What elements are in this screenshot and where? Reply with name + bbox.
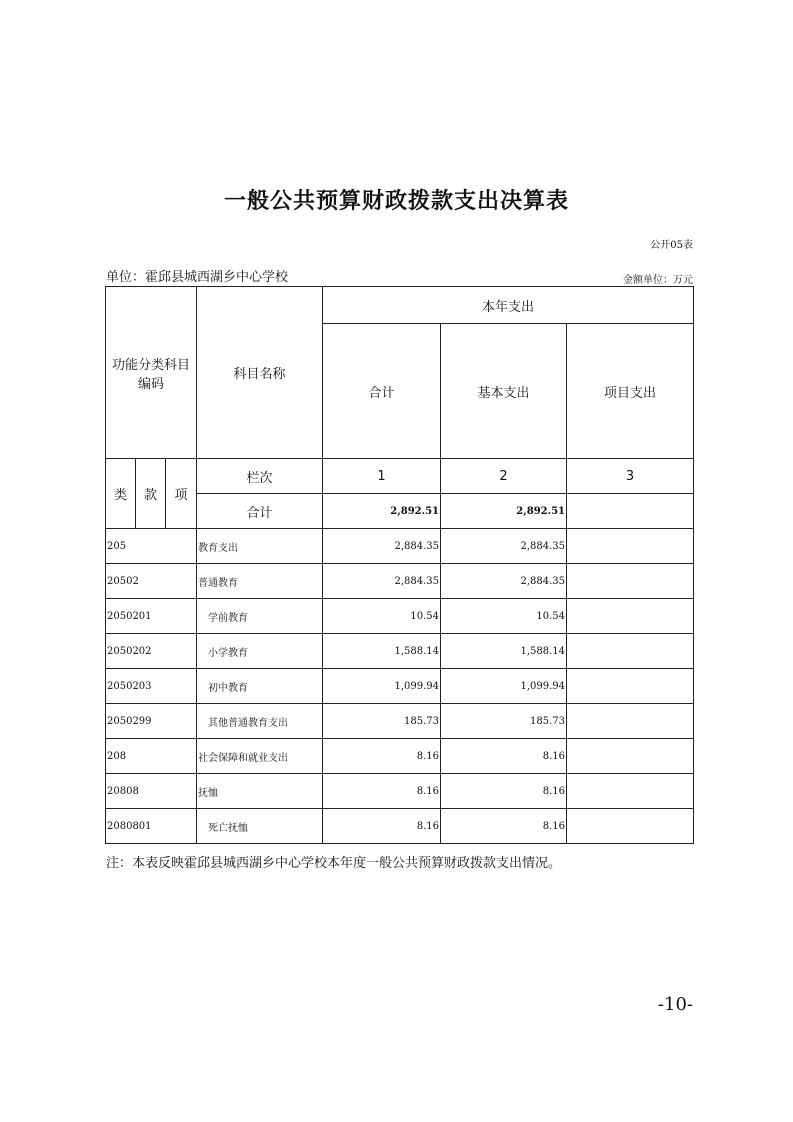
project-header: 项目支出 — [567, 324, 694, 459]
row-subject-name: 死亡抚恤 — [197, 809, 323, 844]
row-code: 20808 — [106, 774, 197, 809]
expenditure-table — [105, 286, 694, 844]
row-basic: 8.16 — [441, 809, 567, 844]
subject-name-header: 科目名称 — [197, 287, 323, 459]
lei-header: 类 — [106, 459, 136, 529]
row-code: 208 — [106, 739, 197, 774]
sum-label: 合计 — [197, 494, 323, 529]
row-project — [567, 704, 694, 739]
table-row — [106, 739, 694, 774]
row-project — [567, 739, 694, 774]
row-basic: 185.73 — [441, 704, 567, 739]
row-code: 205 — [106, 529, 197, 564]
table-row — [106, 669, 694, 704]
table-number: 公开05表 — [650, 240, 693, 251]
row-subject-name: 抚恤 — [197, 774, 323, 809]
row-basic: 1,588.14 — [441, 634, 567, 669]
current-year-header: 本年支出 — [323, 287, 694, 324]
row-project — [567, 809, 694, 844]
table-row — [106, 599, 694, 634]
row-subject-name: 普通教育 — [197, 564, 323, 599]
kuan-header: 款 — [136, 459, 166, 529]
row-total: 8.16 — [323, 809, 441, 844]
row-subject-name: 教育支出 — [197, 529, 323, 564]
table-row — [106, 774, 694, 809]
table-row — [106, 809, 694, 844]
row-code: 2080801 — [106, 809, 197, 844]
row-subject-name: 社会保障和就业支出 — [197, 739, 323, 774]
row-basic: 10.54 — [441, 599, 567, 634]
table-row — [106, 634, 694, 669]
table-row — [106, 564, 694, 599]
row-total: 2,884.35 — [323, 564, 441, 599]
row-project — [567, 669, 694, 704]
col-index-label: 栏次 — [197, 459, 323, 494]
func-code-header: 功能分类科目编码 — [106, 287, 197, 459]
row-code: 2050201 — [106, 599, 197, 634]
table-note: 注：本表反映霍邱县城西湖乡中心学校本年度一般公共预算财政拨款支出情况。 — [106, 856, 562, 871]
row-code: 2050299 — [106, 704, 197, 739]
row-basic: 2,884.35 — [441, 564, 567, 599]
table-row — [106, 704, 694, 739]
row-project — [567, 634, 694, 669]
row-code: 2050203 — [106, 669, 197, 704]
row-code: 20502 — [106, 564, 197, 599]
page-number: -10- — [657, 994, 693, 1015]
row-code: 2050202 — [106, 634, 197, 669]
col1-index: 1 — [323, 459, 441, 494]
sum-project — [567, 494, 694, 529]
sum-basic: 2,892.51 — [441, 494, 567, 529]
row-total: 1,099.94 — [323, 669, 441, 704]
amount-unit: 金额单位：万元 — [623, 275, 693, 286]
sum-total: 2,892.51 — [323, 494, 441, 529]
row-basic: 8.16 — [441, 774, 567, 809]
reporting-unit: 单位：霍邱县城西湖乡中心学校 — [106, 270, 289, 285]
row-subject-name: 学前教育 — [197, 599, 323, 634]
row-project — [567, 564, 694, 599]
row-basic: 8.16 — [441, 739, 567, 774]
table-row — [106, 529, 694, 564]
row-total: 8.16 — [323, 774, 441, 809]
row-project — [567, 774, 694, 809]
row-total: 1,588.14 — [323, 634, 441, 669]
page-title: 一般公共预算财政拨款支出决算表 — [223, 189, 569, 214]
col3-index: 3 — [567, 459, 694, 494]
row-subject-name: 小学教育 — [197, 634, 323, 669]
col2-index: 2 — [441, 459, 567, 494]
row-basic: 1,099.94 — [441, 669, 567, 704]
row-total: 185.73 — [323, 704, 441, 739]
row-subject-name: 初中教育 — [197, 669, 323, 704]
row-total: 10.54 — [323, 599, 441, 634]
total-header: 合计 — [323, 324, 441, 459]
row-basic: 2,884.35 — [441, 529, 567, 564]
xiang-header: 项 — [166, 459, 197, 529]
row-project — [567, 529, 694, 564]
basic-header: 基本支出 — [441, 324, 567, 459]
row-total: 8.16 — [323, 739, 441, 774]
row-total: 2,884.35 — [323, 529, 441, 564]
row-project — [567, 599, 694, 634]
row-subject-name: 其他普通教育支出 — [197, 704, 323, 739]
